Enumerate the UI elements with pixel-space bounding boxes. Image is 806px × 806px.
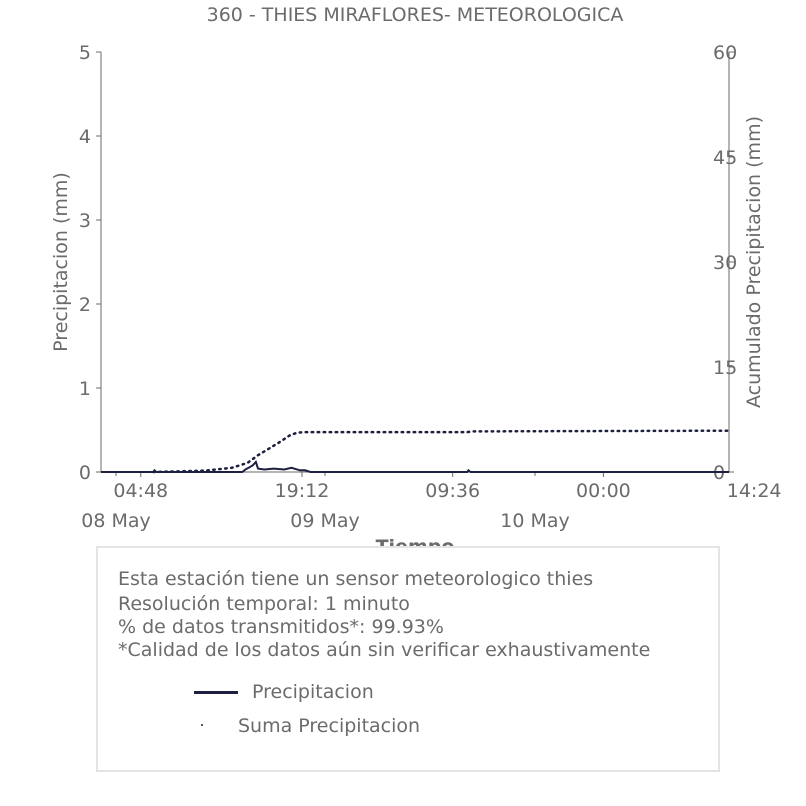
y2-axis-label: Acumulado Precipitacion (mm): [743, 116, 765, 408]
legend-dot-swatch: [201, 724, 203, 726]
series-suma-precipitacion: [153, 431, 729, 472]
x-tick-label: 19:12: [274, 480, 330, 502]
legend-label-suma: Suma Precipitacion: [238, 715, 421, 737]
x-date-label: 09 May: [290, 510, 360, 532]
temporal-resolution: Resolución temporal: 1 minuto: [118, 593, 410, 615]
right-axis-ticks: [713, 42, 737, 484]
data-quality-note: *Calidad de los datos aún sin verificar exhaustivamente: [118, 639, 651, 661]
transmitted-data-percent: % de datos transmitidos*: 99.93%: [118, 616, 444, 638]
right-tick-label: 15: [713, 357, 738, 379]
right-tick-label: 0: [713, 462, 726, 484]
x-tick-label: 09:36: [425, 480, 481, 502]
series-layer: [101, 431, 729, 472]
station-description: Esta estación tiene un sensor meteorologico thies: [118, 568, 594, 590]
left-tick-label: 1: [78, 378, 91, 400]
right-tick-label: 45: [713, 147, 738, 169]
left-tick-label: 2: [78, 294, 91, 316]
legend-label-precipitacion: Precipitacion: [252, 681, 374, 703]
left-tick-label: 5: [78, 42, 91, 64]
left-tick-label: 4: [78, 126, 91, 148]
left-tick-label: 3: [78, 210, 91, 232]
legend-line-swatch: [194, 691, 238, 694]
right-tick-label: 60: [713, 42, 738, 64]
x-tick-label: 04:48: [113, 480, 169, 502]
y-axis-label: Precipitacion (mm): [50, 172, 72, 352]
x-date-label: 10 May: [500, 510, 570, 532]
left-axis-ticks: [79, 42, 101, 484]
x-axis-ticks: [81, 472, 781, 532]
chart-title: 360 - THIES MIRAFLORES- METEOROLOGICA: [206, 4, 624, 26]
x-tick-label: 14:24: [726, 480, 782, 502]
x-date-label: 08 May: [81, 510, 151, 532]
left-tick-label: 0: [78, 462, 91, 484]
x-tick-label: 00:00: [576, 480, 631, 502]
info-legend-box: [96, 546, 720, 772]
right-tick-label: 30: [713, 252, 738, 274]
plot-axes: [101, 52, 729, 472]
